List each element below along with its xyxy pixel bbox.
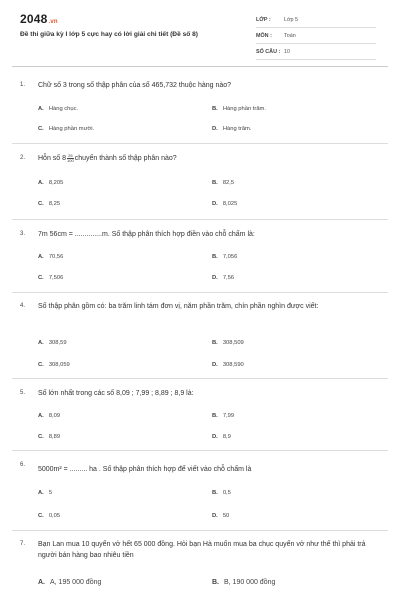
option-text: 308,590 [222,362,244,368]
option-d[interactable] [212,275,234,281]
meta-value: Lớp 5 [284,16,299,23]
option-label: C. [38,434,44,440]
meta-key: SỐ CÂU : [256,48,281,55]
option-label: B. [212,413,218,419]
option-label: D. [212,275,218,281]
header-divider [12,66,388,67]
option-label: B. [212,490,218,496]
option-a[interactable] [38,579,101,586]
meta-row-class [256,12,376,28]
option-text: Hàng phần mười. [48,126,95,132]
option-text: 8,25 [48,201,61,207]
question-text: 7m 56cm = ..............m. Số thập phân thích hợp điền vào chỗ chấm là: [38,231,255,238]
question-number: 6. [20,462,26,468]
document-title: Đề thi giữa kỳ I lớp 5 cực hay có lời giải chi tiết (Đề số 8) [20,31,198,38]
option-text: 308,059 [48,362,70,368]
option-label: B. [212,254,218,260]
option-label: D. [212,201,218,207]
option-text: 308,59 [48,340,67,346]
option-d[interactable] [212,201,237,207]
option-label: C. [38,513,44,519]
question-divider [12,292,388,293]
question-number: 7. [20,541,26,547]
option-a[interactable] [38,490,52,496]
option-text: 0,5 [222,490,231,496]
option-label: A. [38,254,44,260]
option-text: 8,9 [222,434,231,440]
option-label: D. [212,434,218,440]
option-d[interactable] [212,434,231,440]
option-text: Hàng trăm. [222,126,252,132]
question-number: 1. [20,82,26,88]
question-divider [12,450,388,451]
option-a[interactable] [38,413,60,419]
question-text-after: chuyển thành số thập phân nào? [74,155,177,162]
option-label: A. [38,340,44,346]
option-text: 7,56 [222,275,235,281]
logo-text: 2048 [20,12,48,26]
question-text: Số lớn nhất trong các số 8,09 ; 7,99 ; 8,89 ; 8,9 là: [38,390,194,397]
option-text: 7,056 [222,254,238,260]
option-text: 7,506 [48,275,64,281]
option-b[interactable] [212,180,234,186]
option-text: 308,509 [222,340,244,346]
option-label: A. [38,180,44,186]
option-c[interactable] [38,434,60,440]
option-label: B. [212,340,218,346]
option-label: A. [38,579,45,586]
question-divider [12,143,388,144]
option-label: B. [212,180,218,186]
option-text: 7,99 [222,413,235,419]
option-text: 82,5 [222,180,235,186]
option-text: 70,56 [48,254,64,260]
option-c[interactable] [38,513,60,519]
meta-value: 10 [284,48,290,55]
option-text: 8,025 [222,201,238,207]
question-number: 5. [20,390,26,396]
option-a[interactable] [38,180,63,186]
meta-row-subject [256,28,376,44]
option-b[interactable] [212,340,244,346]
meta-key: LỚP : [256,16,271,23]
option-text: 0,05 [48,513,61,519]
logo-suffix: .vn [48,19,58,25]
option-text: 8,89 [48,434,61,440]
option-a[interactable] [38,106,78,112]
option-d[interactable] [212,513,229,519]
option-c[interactable] [38,275,63,281]
question-text: Chữ số 3 trong số thập phân của số 465,732 thuộc hàng nào? [38,82,232,89]
question-text [38,153,368,164]
option-text: A, 195 000 đồng [50,579,102,586]
option-text: 8,205 [48,180,64,186]
option-a[interactable] [38,254,63,260]
option-b[interactable] [212,413,234,419]
question-divider [12,219,388,220]
meta-key: MÔN : [256,32,272,39]
option-a[interactable] [38,340,67,346]
option-text: 5 [48,490,53,496]
option-label: C. [38,126,44,132]
fraction-numerator: 25 [68,152,73,158]
option-d[interactable] [212,362,244,368]
option-label: D. [212,126,218,132]
meta-value: Toán [284,32,296,39]
option-label: A. [38,490,44,496]
question-divider [12,530,388,531]
option-label: C. [38,275,44,281]
option-label: A. [38,106,44,112]
option-b[interactable] [212,254,237,260]
option-label: C. [38,362,44,368]
question-number: 4. [20,303,26,309]
option-c[interactable] [38,201,60,207]
option-text: Hàng chục. [48,106,79,112]
meta-table [256,12,376,60]
question-text: Bạn Lan mua 10 quyển vở hết 65 000 đồng. Hỏi bạn Hà muốn mua ba chục quyển vở như thế thì phải trả người bán hàng bao nhiêu tiền [38,541,366,559]
question-text-before: Hỗn số 8 [38,155,67,162]
option-text: 50 [222,513,230,519]
option-text: 8,09 [48,413,61,419]
question-divider [12,378,388,379]
fraction-denominator: 100 [67,157,74,163]
option-label: D. [212,513,218,519]
option-label: C. [38,201,44,207]
header [0,0,400,74]
option-b[interactable] [212,106,266,112]
question-text: 5000m² = ......... ha . Số thập phân thích hợp để viết vào chỗ chấm là [38,466,252,473]
option-c[interactable] [38,126,94,132]
option-label: B. [212,579,219,586]
option-text: Hàng phần trăm. [222,106,266,112]
option-b[interactable] [212,490,231,496]
option-label: A. [38,413,44,419]
option-b[interactable] [212,579,275,586]
meta-row-count [256,44,376,60]
fraction [67,154,74,163]
option-text: B, 190 000 đồng [224,579,276,586]
question-number: 2. [20,155,26,161]
logo[interactable] [20,12,58,26]
question-text: Số thập phân gồm có: ba trăm linh tám đơn vị, năm phần trăm, chín phần nghìn được viết: [38,303,319,310]
option-label: B. [212,106,218,112]
option-c[interactable] [38,362,70,368]
option-label: D. [212,362,218,368]
option-d[interactable] [212,126,252,132]
question-number: 3. [20,231,26,237]
